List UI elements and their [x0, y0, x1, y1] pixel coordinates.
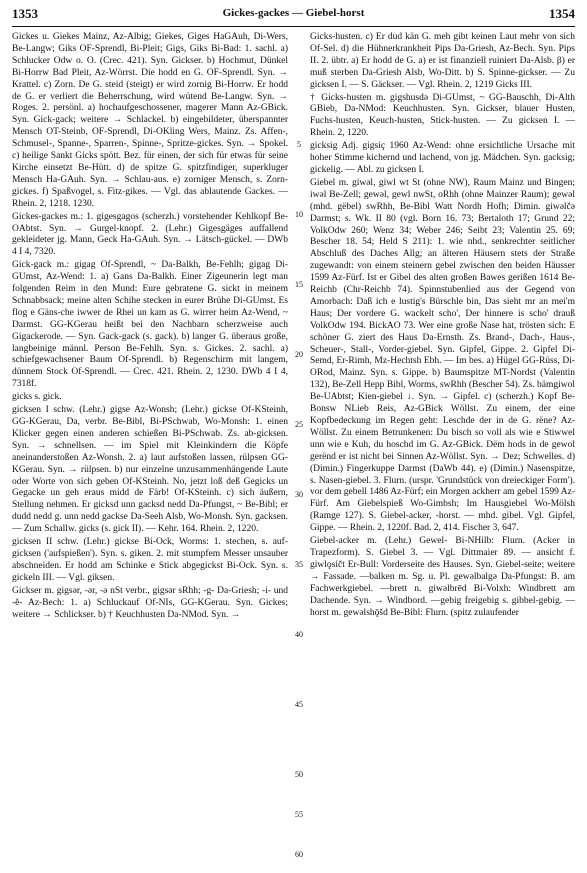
entry-giebel-acker: Giebel-acker m. (Lehr.) Gewel- Bi-NHilb: Flurn. (Acker in Trapezform). S. Giebel 3. — Vgl. Dittmaier 89. — ansicht f. giwlǫsičt Er-Bull: Vorderseite des Hauses. Syn. Giebel-seite; weitere → Fassade. —balken m. Sg. u. Pl. gewəlbalgə Da-Pfungst: B. am Fachwerkgiebel. —brett n. giwəlbrēd Bi-Volxh: Windbrett am Dachende. Syn. → Windbord. —gebig freigebig s. gibbel-gebig. —horst m. gewəlshǭšd Be-Bibl: Flurn. (spitz zulaufender	[310, 536, 575, 618]
running-title: Gickes-gackes — Giebel-horst	[222, 7, 365, 19]
line-number: 25	[295, 420, 303, 429]
line-number: 60	[295, 850, 303, 859]
left-column	[12, 32, 288, 621]
entry-gicksen-ii: gicksen II schw. (Lehr.) gickse Bi-Ock, Worms: 1. stechen, s. auf-gicksen ('aufspießen'). Syn. s. giken. 2. mit stumpfem Messer unsauber abschneiden. Er hodd am Schinke e Stick abgegickst Bi-Ock. Syn. s. gickeln III. — Vgl. giksen.	[12, 537, 288, 583]
line-number: 10	[295, 210, 303, 219]
entry-gicks-husten: † Gicks-husten m. gigshusdə Di-GUmst, ~ GG-Bauschh, Di-Alth GBieb, Da-NMod: Keuchhusten. Syn. Gickser, blauer Husten, Fuchs-husten, Keuch-husten, Stick-husten. — Zu gicksen I. — Rhein. 2, 1220.	[310, 92, 575, 139]
line-number: 30	[295, 490, 303, 499]
entry-gick-gack: Gick-gack m.: gigag Of-Sprendl, ~ Da-Balkh, Be-Fehlh; gigag Di-GUmst, Az-Wend: 1. a) Gans Da-Balkh. Einer Zigeunerin legt man folgenden Reim in den Mund: Eure gebratene G. sickt in meinem Schnabbsack; meine alten Schihe stecken in eurer Brühe Di-GUmst. Es flog e Gäns-che iwwer de Rhei un kam as G. wirrer heim Az-Wend, ~ Darmst. GG-KGerau heißt bei den Nachbarn scherzweise auch Gigackerode. — Syn. Gack-gack (s. gack). b) langer G. überaus große, langbeinige männl. Person Be-Fehlh. Syn. s. Gickes. 2. sachl. a) schiefgewachsener Baum Of-Sprendl. b) Regenschirm mit langem, dünnem Stock Of-Sprendl. — Crec. 421. Rhein. 2, 1230. DWb 4 I 4, 7318f.	[12, 260, 288, 390]
entry-gicks: gicks s. gick.	[12, 392, 62, 403]
entry-gickser-cont: Gicks-husten. c) Er dud kän G. meh gibt keinen Laut mehr von sich Of-Sel. d) die Hühnerkrankheit Pips Da-Griesh, Az-Bech. Syn. Pips II. 2. übtr. a) Er hodd de G. a) er ist finanziell ruiniert Da-Alsb. β) er muß sterben Da-Griesh Alsb, Wo-Ditt. b) S. Spinne-gickser. — Zu gicksen I. — S. Gäckser. — Vgl. Rhein. 2, 1219 Gicks III.	[310, 32, 575, 90]
entry-gickes-gackes: Gickes-gackes m.: 1. gigesgagos (scherzh.) vorstehender Kehlkopf Be-OAbtst. Syn. → Gurgel-knopf. 2. (Lehr.) Gigesgäges auffallend gekleideter jg. Mann, Geck Ha-GAuh. Syn. → Lätsch-gückel. — DWb 4 I 4, 7320.	[12, 211, 288, 258]
line-number: 45	[295, 700, 303, 709]
entry-giebel: Giebel m. giwəl, giwl wt St (ohne NW), Raum Mainz und Bingen; iwəl Be-Zell; gewəl, gewl nwSt, oRhh (ohne Mainzer Raum); gewəl (mhd. gëbel) swRhh, Be-Bibl Watt Nordh Hofh; Dimin. giwəlčə Darmst; s. Wk. II 80 (vgl. Born 16. 73; Bertaloth 17; Grund 22; VolkOdw 260; Wenz 34; Weber 246; Seibt 23; Valentin 25. 69; Bescher 18. 54; Held S 211): 1. wie nhd., senkrechter seitlicher Abschluß des Daches Allg; an älteren Häusern stets der Straße zugewandt: von einem steinern gebel zwischen den beiden Häusser 1599 Az-Fürf. Ist er Gibel des alten großen Bawes gerißen 1614 Be-Reichb (Chr-Reichb 74). Spinnstubenlied aus der Gegend von Amorbach: Daß ich e lustig's Bürschle bin, Das sieht mr an mei'm Haus; Der vordere G. wackelt scho', Der hinnere is scho' drauß VolkOdw 194. BickAO 73. Wer eine große Nase hat, trösten sich: E schöner G. ziert des Haus Da-Ernsth. Zs. Brand-, Dach-, Haus-, Scheuer-, Stall-, Vorder-giebel. Syn. Gipfel, Gippe. 2. Gipfel Di-Semd, Er-Rimh, Mz-Hechtsh Ebh. — Im bes. a) Hügel GG-Rüss, Di-ORod, Mainz. Syn. s. Gippe. b) Baumspitze MT-Nordst (Valentin 132), Be-Zell Hepp Bibl, Worms, swRhh (Bescher 54). Zs. bämgiwol Be-UAbtst; Kien-giebel ↓. Syn. → Gipfel. c) (scherzh.) Kopf Be-Bonsw NLieb Reis, Az-GBick Wöllst. Zu einem, der eine Kopfbedeckung im Regen geht: Leschde der in de G. rëne? Az-Wöllst. Zu einem Betrunkenen: Du bisch so voll als wie e Stiwwel unn wie e Kuh, du hoschd im G. Az-GBick. Dëm hods in de gewol gerënd er ist nicht bei Sinnen Az-Wöllst. Syn. → Dez; Schwelles. d) (Dimin.) Fingerkuppe Darmst (DaWb 44). e) (Dimin.) Nasenspitze, s. Nasen-giebel. 3. Flurn. (urspr. 'Grundstück von dreieckiger Form'). vor dem gebell 1486 Az-Fürf; ein Morgen ackherr am gebel 1599 Az-Fürf. Am Giebelspieß Wo-Gimbsh; Im Hausgiebel Wo-Mölsh (Ramge 127). S. Giebel-acker, -horst. — mhd. gibel. Vgl. Gipfel, Gippe. — Rhein. 2, 1220f. Bad. 2, 414. Fischer 3, 647.	[310, 177, 575, 534]
line-number: 15	[295, 280, 303, 289]
line-number: 50	[295, 770, 303, 779]
line-number: 5	[297, 140, 301, 149]
line-number: 55	[295, 810, 303, 819]
entry-gicksen-i: gicksen I schw. (Lehr.) gigse Az-Wonsh; (Lehr.) gickse Of-KSteinh, GG-KGerau, Da, verbr. Be-Bibl, Bi-PSchwab, Wo-Monsh: 1. einen Klicker gegen einen anderen schießen Bi-PSchwab. Zs. ab-gicksen. Syn. → schnellsen. — im Spiel mit Kleinkindern die Köpfe aneinanderstoßen Az-Wonsh. 2. a) laut aufstoßen lassen, rülpsen GG-KGerau. Syn. → rülpsen. b) nur einzelne unzusammenhängende Laute oder Worte von sich geben Of-KSteinh. No, jetzt loß deß Gegicks un Gegacke un geh eraus midd de Färb! Of-KSteinh. c) sich äußern, Stellung nehmen. Er gicksd unn gacksd nedd Da-Pfungst, ~ Be-Bibl; er dudd nedd g. unn nedd gackse Da-Seeh Alsb, Wo-Monsh. Syn. gacksen. — Zum Schallw. gicks (s. gick II). — Kehr. 164. Rhein. 2, 1220.	[12, 405, 288, 535]
line-number-gutter	[288, 32, 310, 872]
entry-gickser: Gickser m. gigsər, -ər, -ə nSt verbr., gigsər sRhh; -g- Da-Griesh; -i- und -ĕ- Az-Bech: 1. a) Schluckauf Of-NIs, GG-KGerau. Syn. Gickes; weitere → Schlickser. b) † Keuchhusten Da-NMod. Syn. →	[12, 585, 288, 620]
page-header	[12, 6, 575, 26]
line-number: 40	[295, 630, 303, 639]
entry-gickes: Gickes u. Giekes Mainz, Az-Albig; Giekes, Giges HaGAuh, Di-Wers, Be-Langw; Giks OF-Sprendl, Bi-Pleit; Gigs, Giks Bi-Bad: 1. sachl. a) Schlucker Odw o. O. (Crec. 421). Syn. Gickser. b) Hochmut, Dünkel Bi-Horrw Bad Pleit, Az-Wörrst. Die hodd en G. OF-Sprendl. Syn. → Krattel. c) Zorn. De G. steid (steigt) er wird zornig Bi-Horrw. Er hodd de G. er verliert die Beherrschung, wird wütend Be-Langw. Syn. → Roges. 2. persönl. a) hochaufgeschossener, magerer Mann Az-GBick. Syn. Gick-gack; weitere → Schlackel. b) eingebildeter, überspannter Mensch OT-Steinb, OF-Sprendl, Di-OKling Wers, Mainz. Zs. Affen-, Schmusel-, Spanne-, Sparren-, Spinne-, Spritze-gickes. Syn. → Spokel. c) heilige Sankt Gicks spött. Bez. für einen, der sich für etwas für seine Kirche einsetzt Be-Hütt. d) de spitze G. spitzfindiger, superkluger Mensch Ha-GAuh. Syn. → Schlau-aus. e) zorniger Mensch, s. Zorn-gickes. f) Spaßvogel, s. Fitz-gikes. — Vgl. das ablautende Gackes. — Rhein. 2, 1218. 1230.	[12, 32, 288, 209]
entry-gicksig: gicksig Adj. gigsiç 1960 Az-Wend: ohne ersichtliche Ursache mit hoher Stimme kichernd und lachend, von jg. Mädchen. Syn. gacksig; gickelig. — Abl. zu gicksen I.	[310, 141, 575, 175]
page-number-left: 1353	[12, 6, 38, 21]
header-rule	[12, 26, 575, 27]
right-column	[310, 32, 575, 619]
line-number: 35	[295, 560, 303, 569]
line-number: 20	[295, 350, 303, 359]
page-number-right: 1354	[549, 6, 575, 21]
